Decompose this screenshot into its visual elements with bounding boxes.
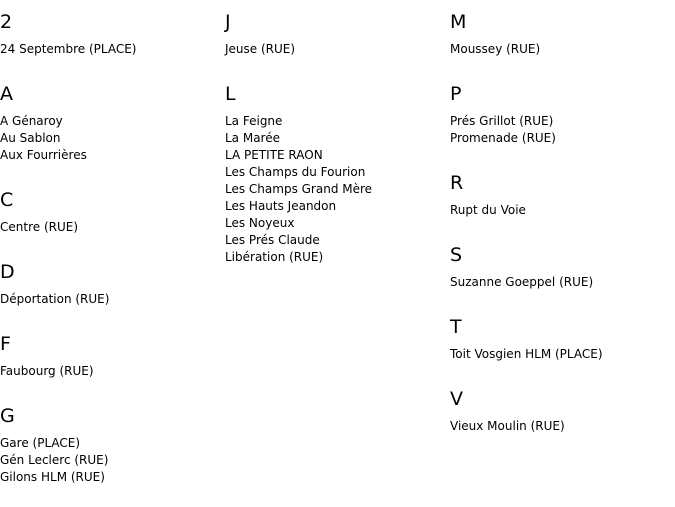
street-link[interactable]: Gilons HLM (RUE) <box>0 470 105 484</box>
letter-group <box>450 305 675 363</box>
letter-group <box>450 161 675 219</box>
street-link[interactable]: LA PETITE RAON <box>225 148 323 162</box>
street-link[interactable]: Les Champs du Fourion <box>225 165 366 179</box>
group-letter-heading: T <box>450 316 462 338</box>
letter-group <box>225 72 450 266</box>
street-link[interactable]: Gén Leclerc (RUE) <box>0 453 109 467</box>
street-link[interactable]: Prés Grillot (RUE) <box>450 114 554 128</box>
street-link[interactable]: Jeuse (RUE) <box>225 42 296 56</box>
group-letter-heading: 2 <box>0 11 13 33</box>
street-link[interactable]: A Génaroy <box>0 114 63 128</box>
group-letter-heading: R <box>450 172 464 194</box>
street-link[interactable]: 24 Septembre (PLACE) <box>0 42 137 56</box>
street-list <box>450 274 675 291</box>
group-letter-heading: M <box>450 11 467 33</box>
street-link[interactable]: Libération (RUE) <box>225 250 324 264</box>
street-list <box>0 219 225 236</box>
street-link[interactable]: Déportation (RUE) <box>0 292 110 306</box>
street-list <box>0 435 225 486</box>
letter-group <box>0 322 225 380</box>
group-letter-heading: L <box>225 83 236 105</box>
street-list <box>450 202 675 219</box>
street-link[interactable]: Centre (RUE) <box>0 220 79 234</box>
street-index-column-3 <box>450 0 675 449</box>
street-list <box>225 41 450 58</box>
letter-group <box>0 178 225 236</box>
street-link[interactable]: La Marée <box>225 131 280 145</box>
street-link[interactable]: Rupt du Voie <box>450 203 526 217</box>
letter-group <box>0 394 225 486</box>
street-list <box>450 346 675 363</box>
letter-group <box>450 72 675 147</box>
street-link[interactable]: Moussey (RUE) <box>450 42 541 56</box>
street-link[interactable]: Toit Vosgien HLM (PLACE) <box>450 347 603 361</box>
letter-group <box>450 0 675 58</box>
group-letter-heading: D <box>0 261 15 283</box>
street-list <box>450 418 675 435</box>
street-link[interactable]: Les Hauts Jeandon <box>225 199 337 213</box>
street-link[interactable]: Faubourg (RUE) <box>0 364 94 378</box>
street-link[interactable]: Les Noyeux <box>225 216 295 230</box>
street-index-column-1 <box>0 0 225 500</box>
street-link[interactable]: Les Prés Claude <box>225 233 320 247</box>
street-link[interactable]: La Feigne <box>225 114 283 128</box>
group-letter-heading: A <box>0 83 13 105</box>
street-index-column-2 <box>225 0 450 280</box>
letter-group <box>225 0 450 58</box>
letter-group <box>0 0 225 58</box>
group-letter-heading: S <box>450 244 463 266</box>
street-link[interactable]: Au Sablon <box>0 131 61 145</box>
street-link[interactable]: Les Champs Grand Mère <box>225 182 373 196</box>
group-letter-heading: P <box>450 83 462 105</box>
street-list <box>225 113 450 266</box>
letter-group <box>0 72 225 164</box>
group-letter-heading: V <box>450 388 463 410</box>
street-list <box>0 291 225 308</box>
letter-group <box>0 250 225 308</box>
street-link[interactable]: Aux Fourrières <box>0 148 87 162</box>
street-list <box>450 113 675 147</box>
street-list <box>0 41 225 58</box>
group-letter-heading: C <box>0 189 14 211</box>
group-letter-heading: G <box>0 405 15 427</box>
street-link[interactable]: Gare (PLACE) <box>0 436 81 450</box>
street-list <box>0 363 225 380</box>
group-letter-heading: F <box>0 333 11 355</box>
letter-group <box>450 233 675 291</box>
street-link[interactable]: Vieux Moulin (RUE) <box>450 419 565 433</box>
street-link[interactable]: Promenade (RUE) <box>450 131 556 145</box>
street-list <box>450 41 675 58</box>
street-link[interactable]: Suzanne Goeppel (RUE) <box>450 275 594 289</box>
street-list <box>0 113 225 164</box>
group-letter-heading: J <box>225 11 231 33</box>
letter-group <box>450 377 675 435</box>
